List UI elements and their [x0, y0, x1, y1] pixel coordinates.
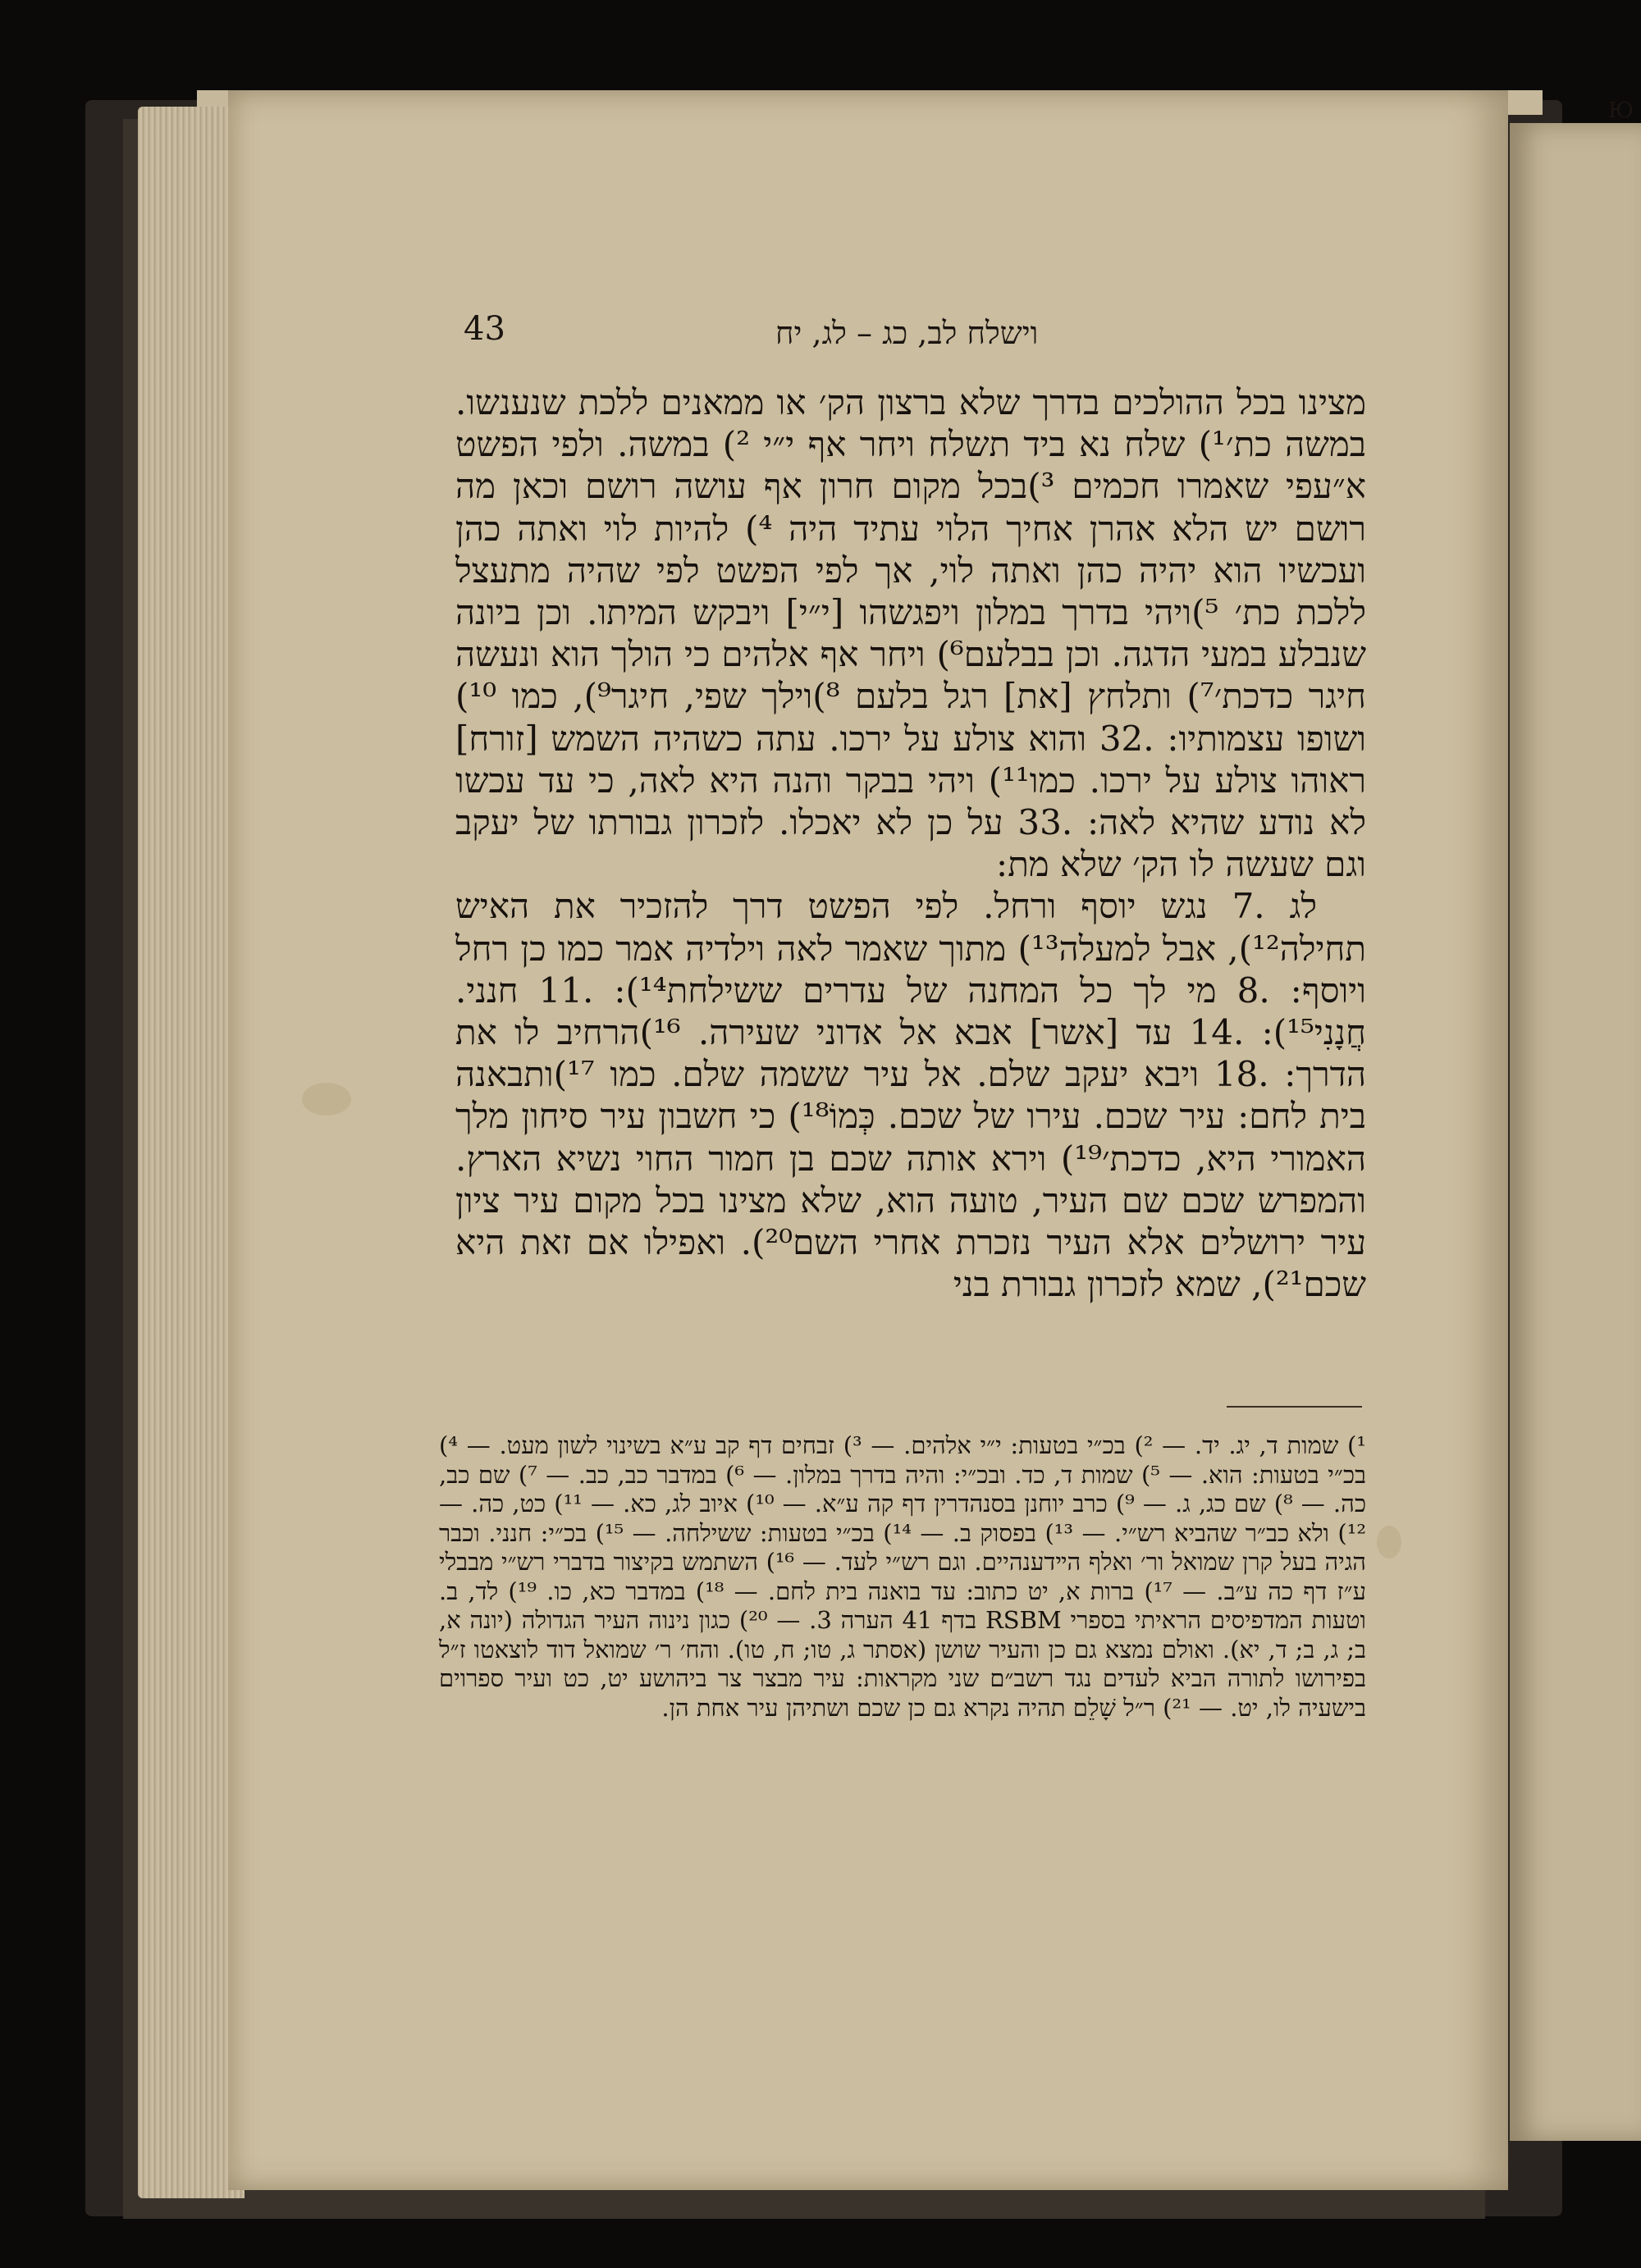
running-head: וישלח לב, כג – לג, יח [775, 315, 1039, 351]
paper-stain [1377, 1526, 1401, 1558]
page-number: 43 [464, 310, 505, 348]
footnote-block: ¹) שמות ד, יג. יד. — ²) בכ״י בטעות: י״י אלהים. — ³) זבחים דף קב ע״א בשינוי לשון מעט. — ⁴) בכ״י בטעות: הוא. — ⁵) שמות ד, כד. ובכ״י: והיה בדרך במלון. — ⁶) במדבר כב, כב. — ⁷) שם כב, כה. — ⁸) שם כג, ג. — ⁹) כרב יוחנן בסנהדרין דף קה ע״א. — ¹⁰) איוב לג, כא. — ¹¹) כט, כה. — ¹²) ולא כב״ר שהביא רש״י. — ¹³) בפסוק ב. — ¹⁴) בכ״י בטעות: ששילחה. — ¹⁵) בכ״י: חנני. וכבר הגיה בעל קרן שמואל ור׳ ואלף הײדענהיים. וגם רש״י לעד. — ¹⁶) השתמש בקיצור בדברי רש״י מבבלי ע״ז דף כה ע״ב. — ¹⁷) ברות א, יט כתוב: עד בואנה בית לחם. — ¹⁸) במדבר כא, כו. ¹⁹) לד, ב. וטעות המדפיסים הראיתי בספרי RSBM בדף 41 הערה 3. — ²⁰) כגון נינוה העיר הגדולה (יונה א, ב; ג, ב; ד, יא). ואולם נמצא גם כן והעיר שושן (אסתר ג, טו; ח, טו). והח׳ ר׳ שמואל דוד לוצאטו ז״ל בפירושו לתורה הביא לעדים נגד רשב״ם שני מקראות: עיר מבצר צר ביהושע יט, כט ועיר ספרוים בישעיה לו, יט. — ²¹) ר״ל שָׁלֵם תהיה נקרא גם כן שכם ושתיהן עיר אחת הן. [439, 1431, 1367, 1722]
main-text [455, 381, 1366, 1305]
page-header [464, 310, 1383, 359]
paper-stain [302, 1083, 351, 1116]
paragraph: מצינו בכל ההולכים בדרך שלא ברצון הק׳ או ממאנים ללכת שנענשו. במשה כת׳¹) שלח נא ביד תשלח ויחר אף י״י ²) במשה. ולפי הפשט א״עפי שאמרו חכמים ³)בכל מקום חרון אף עושה רושם וכאן מה רושם יש הלא אהרן אחיך הלוי עתיד היה ⁴) להיות לוי ואתה כהן ועכשיו הוא יהיה כהן ואתה לוי, אך לפי הפשט לפי שהיה מתעצל ללכת כת׳ ⁵)ויהי בדרך במלון ויפגשהו [י״י] ויבקש המיתו. וכן ביונה שנבלע במעי הדגה. וכן בבלעם⁶) ויחר אף אלהים כי הולך הוא ונעשה חיגר כדכת׳⁷) ותלחץ [את] רגל בלעם ⁸)וילך שפי, חיגר⁹), כמו ¹⁰) ושופו עצמותיו: .32 והוא צולע על ירכו. עתה כשהיה השמש [זורח] ראוהו צולע על ירכו. כמו¹¹) ויהי בבקר והנה היא לאה, כי עד עכשו לא נודע שהיא לאה: .33 על כן לא יאכלו. לזכרון גבורתו של יעקב וגם שעשה לו הק׳ שלא מת: [455, 382, 1366, 885]
footnote-divider [1227, 1406, 1362, 1408]
paragraph: לג .7 נגש יוסף ורחל. לפי הפשט דרך להזכיר את האיש תחילה¹²), אבל למעלה¹³) מתוך שאמר לאה וילדיה אמר כמו כן רחל ויוסף: .8 מי לך כל המחנה של עדרים ששילחת¹⁴): .11 חנני. חֲנָנִי¹⁵): .14 עד [אשר] אבא אל אדוני שעירה. ¹⁶)הרחיב לו את הדרך: .18 ויבא יעקב שלם. אל עיר ששמה שלם. כמו ¹⁷)ותבאנה בית לחם: עיר שכם. עירו של שכם. כְּמוֹ¹⁸) כי חשבון עיר סיחון מלך האמורי היא, כדכת׳¹⁹) וירא אותה שכם בן חמור החוי נשיא הארץ. והמפרש שכם שם העיר, טועה הוא, שלא מצינו בכל מקום עיר ציון עיר ירושלים אלא העיר נזכרת אחרי השם²⁰). ואפילו אם זאת היא שכם²¹), שמא לזכרון גבורת בני [455, 886, 1366, 1305]
footnotes [439, 1431, 1366, 1723]
facing-page [1510, 123, 1641, 2141]
facing-page-fragment: Ю [1608, 98, 1634, 123]
